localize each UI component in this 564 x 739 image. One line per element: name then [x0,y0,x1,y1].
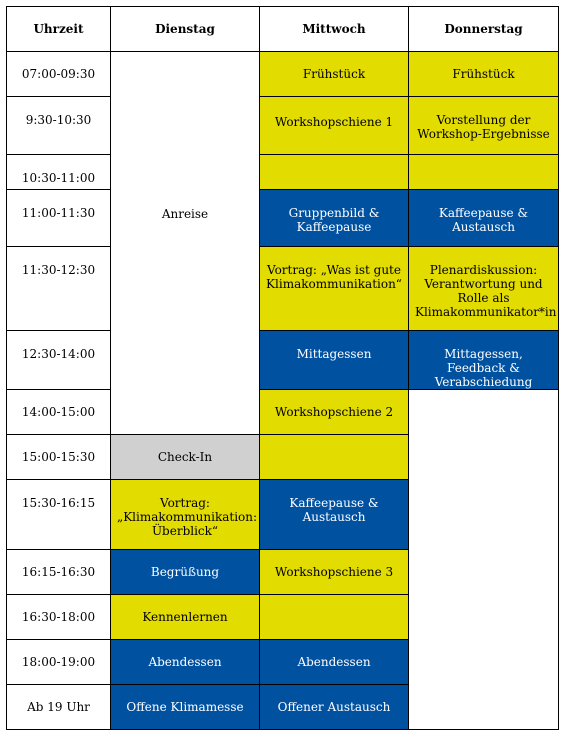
wednesday-dinner: Abendessen [260,640,409,685]
wednesday-workshop-1: Workshopschiene 1 [260,97,409,155]
tuesday-welcome: Begrüßung [111,550,260,595]
header-row [7,7,559,52]
tuesday-arrival: Anreise [111,52,260,435]
wednesday-workshop-1-cont [260,155,409,190]
wednesday-lunch: Mittagessen [260,331,409,390]
time-cell: 11:00-11:30 [7,190,111,247]
header-wednesday: Mittwoch [260,7,409,52]
tuesday-getting-to-know: Kennenlernen [111,595,260,640]
time-cell: 16:30-18:00 [7,595,111,640]
tuesday-checkin: Check-In [111,435,260,480]
table-row [7,390,559,435]
table-row [7,331,559,390]
time-cell: 16:15-16:30 [7,550,111,595]
table-row [7,155,559,190]
wednesday-workshop-2: Workshopschiene 2 [260,390,409,435]
schedule-table [6,6,559,730]
time-cell: 9:30-10:30 [7,97,111,155]
wednesday-workshop-3-cont [260,595,409,640]
header-time: Uhrzeit [7,7,111,52]
thursday-empty [409,390,559,730]
header-thursday: Donnerstag [409,7,559,52]
tuesday-open-fair: Offene Klimamesse [111,685,260,730]
time-cell: 18:00-19:00 [7,640,111,685]
wednesday-open-exchange: Offener Austausch [260,685,409,730]
wednesday-group-photo: Gruppenbild & Kaffeepause [260,190,409,247]
wednesday-workshop-3: Workshopschiene 3 [260,550,409,595]
time-cell: 10:30-11:00 [7,155,111,190]
tuesday-dinner: Abendessen [111,640,260,685]
time-cell: 15:00-15:30 [7,435,111,480]
wednesday-coffee: Kaffeepause & Austausch [260,480,409,550]
time-cell: 12:30-14:00 [7,331,111,390]
table-row [7,190,559,247]
time-cell: 14:00-15:00 [7,390,111,435]
table-row [7,52,559,97]
wednesday-breakfast: Frühstück [260,52,409,97]
thursday-presentation-cont [409,155,559,190]
wednesday-talk: Vortrag: „Was ist gute Klimakommunikation“ [260,247,409,331]
thursday-breakfast: Frühstück [409,52,559,97]
thursday-coffee: Kaffeepause & Austausch [409,190,559,247]
thursday-lunch-farewell: Mittagessen, Feedback & Verabschiedung [409,331,559,390]
table-row [7,97,559,155]
wednesday-workshop-2-cont [260,435,409,480]
time-cell: 11:30-12:30 [7,247,111,331]
table-row [7,247,559,331]
thursday-plenary: Plenardiskussion: Verantwortung und Rolle als Klimakommunikator*in [409,247,559,331]
time-cell: 07:00-09:30 [7,52,111,97]
time-cell: 15:30-16:15 [7,480,111,550]
header-tuesday: Dienstag [111,7,260,52]
tuesday-talk: Vortrag: „Klimakommunikation: Überblick“ [111,480,260,550]
time-cell: Ab 19 Uhr [7,685,111,730]
thursday-presentation: Vorstellung der Workshop-Ergebnisse [409,97,559,155]
